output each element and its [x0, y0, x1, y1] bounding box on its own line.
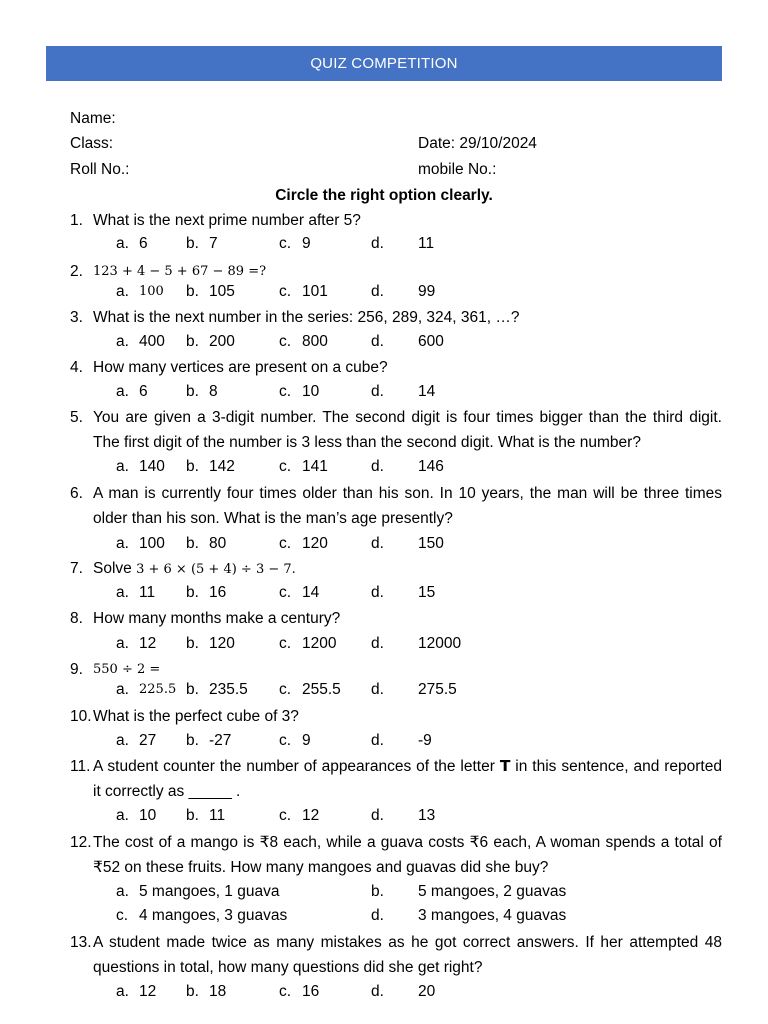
option-letter: b. [186, 732, 199, 749]
option-letter: d. [371, 458, 384, 475]
option-value[interactable]: 100 [139, 535, 165, 552]
option-value[interactable]: 6 [139, 383, 148, 400]
options-row [116, 582, 536, 604]
option-letter: c. [116, 907, 129, 924]
option-value[interactable]: -9 [418, 732, 432, 749]
question-text-letter: T [499, 757, 511, 775]
option-letter: c. [279, 283, 292, 300]
name-field-label: Name: [70, 110, 116, 127]
class-field-label: Class: [70, 135, 114, 152]
option-value[interactable]: 10 [139, 807, 157, 824]
option-letter: d. [371, 907, 384, 924]
question-text: The cost of a mango is ₹8 each, while a guava costs ₹6 each, A woman spends a total of ₹52 on these fruits. How many mangoes and guavas did she buy? [93, 834, 722, 876]
question-number: 10. [70, 708, 92, 725]
options-row [116, 456, 536, 478]
question-text: What is the perfect cube of 3? [93, 708, 299, 725]
option-letter: a. [116, 383, 129, 400]
option-letter: b. [186, 383, 199, 400]
question-text: A student made twice as many mistakes as he got correct answers. If her attempted 48 questions in total, how many questions did she get right? [93, 934, 722, 976]
option-letter: a. [116, 333, 129, 350]
option-value[interactable]: 12000 [418, 635, 462, 652]
date-field: Date: 29/10/2024 [418, 135, 537, 152]
question-8 [70, 606, 722, 631]
question-10 [70, 704, 722, 729]
option-value[interactable]: 14 [302, 584, 320, 601]
question-3 [70, 305, 722, 330]
option-value[interactable]: 140 [139, 458, 165, 475]
question-12 [70, 830, 722, 880]
question-text: A man is currently four times older than his son. In 10 years, the man will be three times older than his son. What is the man’s age presently? [93, 485, 722, 527]
question-text: 550 ÷ 2 = [93, 662, 161, 677]
option-value[interactable]: 12 [139, 983, 157, 1000]
option-value[interactable]: 100 [139, 284, 164, 299]
option-letter: c. [279, 383, 292, 400]
option-value[interactable]: 99 [418, 283, 436, 300]
option-value[interactable]: 9 [302, 732, 311, 749]
option-letter: d. [371, 681, 384, 698]
option-letter: a. [116, 883, 129, 900]
option-value[interactable]: 27 [139, 732, 157, 749]
options-row [116, 331, 536, 353]
question-number: 9. [70, 661, 83, 678]
question-number: 13. [70, 934, 92, 951]
option-value[interactable]: 10 [302, 383, 320, 400]
option-value[interactable]: 120 [209, 635, 235, 652]
question-number: 6. [70, 485, 83, 502]
option-letter: d. [371, 333, 384, 350]
question-math-expression: 3 + 6 × (5 + 4) ÷ 3 − 7. [136, 562, 296, 577]
options-row [116, 533, 536, 555]
options-row [116, 730, 536, 752]
question-11 [70, 754, 722, 804]
quiz-title-banner [46, 46, 722, 81]
option-letter: b. [186, 983, 199, 1000]
option-value[interactable]: 8 [209, 383, 218, 400]
question-number: 11. [70, 758, 91, 775]
question-text-prefix: Solve [93, 560, 137, 577]
option-value[interactable]: 146 [418, 458, 444, 475]
option-letter: a. [116, 732, 129, 749]
instruction-text: Circle the right option clearly. [275, 187, 493, 204]
option-value[interactable]: 142 [209, 458, 235, 475]
option-letter: b. [186, 635, 199, 652]
option-letter: b. [371, 883, 384, 900]
question-text-part-a: A student counter the number of appearances of the letter [93, 758, 500, 775]
question-number: 7. [70, 560, 83, 577]
option-value[interactable]: 1200 [302, 635, 337, 652]
option-letter: b. [186, 333, 199, 350]
options-row [116, 679, 536, 701]
option-value[interactable]: 16 [302, 983, 320, 1000]
option-letter: a. [116, 458, 129, 475]
option-value: 4 mangoes, 3 guavas [139, 907, 288, 924]
option-value[interactable]: 11 [209, 807, 226, 824]
option-value[interactable]: 141 [302, 458, 328, 475]
option-value[interactable]: 13 [418, 807, 436, 824]
option-value: 5 mangoes, 2 guavas [418, 883, 567, 900]
option-letter: d. [371, 732, 384, 749]
options-row [116, 281, 536, 303]
option-value[interactable]: 600 [418, 333, 444, 350]
question-number: 12. [70, 834, 92, 851]
option-letter: a. [116, 681, 129, 698]
option-value: 5 mangoes, 1 guava [139, 883, 280, 900]
question-13 [70, 930, 722, 980]
option-value[interactable]: 120 [302, 535, 328, 552]
question-number: 5. [70, 409, 83, 426]
option-letter: d. [371, 383, 384, 400]
option-letter: b. [186, 458, 199, 475]
options-row-2 [116, 905, 586, 927]
question-text [93, 754, 722, 804]
options-row [116, 805, 536, 827]
question-5 [70, 405, 722, 455]
question-text: How many months make a century? [93, 610, 341, 627]
option-value: 3 mangoes, 4 guavas [418, 907, 567, 924]
option-value[interactable]: 20 [418, 983, 436, 1000]
option-letter: b. [186, 235, 199, 252]
option-value[interactable]: 101 [302, 283, 328, 300]
option-value[interactable]: 150 [418, 535, 444, 552]
question-text: What is the next number in the series: 256, 289, 324, 361, …? [93, 309, 520, 326]
option-letter: c. [279, 584, 292, 601]
quiz-title: QUIZ COMPETITION [310, 55, 458, 72]
option-letter: c. [279, 983, 292, 1000]
mobile-number-field-label: mobile No.: [418, 161, 497, 178]
question-text-part-b: in this sentence, and reported it correctly as _____ . [93, 758, 722, 800]
question-number: 8. [70, 610, 83, 627]
option-letter: d. [371, 635, 384, 652]
option-value[interactable]: 255.5 [302, 681, 341, 698]
option-letter: a. [116, 283, 129, 300]
option-letter: d. [371, 283, 384, 300]
question-text: How many vertices are present on a cube? [93, 359, 388, 376]
question-1 [70, 208, 722, 233]
question-number: 4. [70, 359, 83, 376]
option-letter: a. [116, 584, 129, 601]
option-value[interactable]: 18 [209, 983, 227, 1000]
option-value[interactable]: 12 [139, 635, 157, 652]
option-letter: c. [279, 235, 292, 252]
options-row [116, 981, 536, 1003]
option-letter: d. [371, 235, 384, 252]
option-value[interactable]: 225.5 [139, 682, 177, 697]
question-4 [70, 355, 722, 380]
option-value[interactable]: 275.5 [418, 681, 457, 698]
option-letter: c. [279, 681, 292, 698]
option-letter: a. [116, 983, 129, 1000]
question-number: 1. [70, 212, 83, 229]
option-letter: a. [116, 535, 129, 552]
options-row [116, 381, 536, 403]
option-value[interactable]: 105 [209, 283, 235, 300]
option-value[interactable]: -27 [209, 732, 232, 749]
option-value[interactable]: 7 [209, 235, 218, 252]
option-value[interactable]: 200 [209, 333, 235, 350]
option-value[interactable]: 400 [139, 333, 165, 350]
option-letter: c. [279, 333, 292, 350]
question-7 [70, 556, 722, 582]
option-letter: c. [279, 458, 292, 475]
option-value[interactable]: 6 [139, 235, 148, 252]
question-number: 2. [70, 263, 83, 280]
option-value[interactable]: 11 [139, 584, 156, 601]
option-value[interactable]: 14 [418, 383, 436, 400]
option-letter: a. [116, 235, 129, 252]
question-text [93, 556, 722, 582]
option-value[interactable]: 11 [418, 235, 435, 252]
option-letter: c. [279, 732, 292, 749]
option-letter: d. [371, 807, 384, 824]
option-value[interactable]: 12 [302, 807, 320, 824]
roll-number-field-label: Roll No.: [70, 161, 130, 178]
option-letter: b. [186, 807, 199, 824]
option-value[interactable]: 800 [302, 333, 328, 350]
options-row-1 [116, 881, 586, 903]
option-letter: b. [186, 535, 199, 552]
option-letter: d. [371, 584, 384, 601]
option-letter: c. [279, 535, 292, 552]
question-6 [70, 481, 722, 531]
option-letter: d. [371, 983, 384, 1000]
question-text: What is the next prime number after 5? [93, 212, 361, 229]
option-value[interactable]: 80 [209, 535, 227, 552]
option-letter: d. [371, 535, 384, 552]
options-row [116, 233, 536, 255]
options-row [116, 633, 536, 655]
question-number: 3. [70, 309, 83, 326]
question-text: You are given a 3-digit number. The second digit is four times bigger than the third digit. The first digit of the number is 3 less than the second digit. What is the number? [93, 409, 722, 451]
option-value[interactable]: 9 [302, 235, 311, 252]
option-value[interactable]: 16 [209, 584, 227, 601]
option-letter: b. [186, 283, 199, 300]
option-letter: a. [116, 807, 129, 824]
option-letter: a. [116, 635, 129, 652]
option-value[interactable]: 235.5 [209, 681, 248, 698]
option-letter: c. [279, 635, 292, 652]
option-letter: b. [186, 681, 199, 698]
option-letter: c. [279, 807, 292, 824]
question-text: 123 + 4 − 5 + 67 − 89 =? [93, 264, 267, 279]
option-letter: b. [186, 584, 199, 601]
option-value[interactable]: 15 [418, 584, 436, 601]
